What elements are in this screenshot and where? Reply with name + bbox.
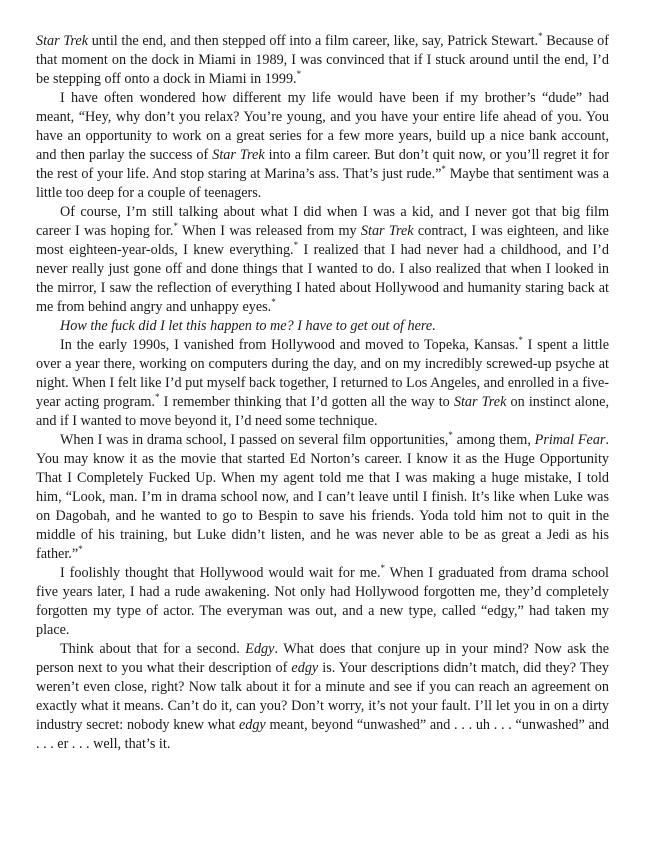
footnote-marker: *: [441, 164, 446, 174]
text-run: meant, beyond “unwashed” and . . . uh . . . “unwashed” and . . . er . . . well, that’s it.: [36, 717, 609, 752]
paragraph: [36, 336, 609, 431]
footnote-marker: *: [518, 335, 523, 345]
italic-text: How the fuck did I let this happen to me? I have to get out of here.: [60, 318, 436, 334]
italic-text: edgy: [291, 660, 319, 676]
text-run: contract, I was eighteen, and like most eighteen-year-olds, I knew everything.: [36, 223, 609, 258]
text-run: When I was in drama school, I passed on several film opportunities,: [60, 432, 449, 448]
footnote-marker: *: [154, 392, 160, 402]
text-run: I foolishly thought that Hollywood would wait for me.: [60, 565, 381, 581]
footnote-marker: *: [293, 240, 299, 250]
book-page-body: [36, 32, 609, 754]
paragraph: [36, 203, 609, 317]
text-run: . What does that conjure up in your mind? Now ask the person next to you what their description of: [36, 641, 609, 676]
text-run: I spent a little over a year there, working on computers during the day, and on my incredibly screwed-up psyche at night. When I felt like I’d put myself back together, I returned to Los Angeles, and enrolled in a five-year acting program.: [36, 337, 609, 410]
text-run: Think about that for a second.: [60, 641, 246, 657]
text-run: When I graduated from drama school five years later, I had a rude awakening. Not only had Hollywood forgotten me, they’d completely forgotten my type of actor. The everyman was out, and a new type, called “edgy,” had taken my place.: [36, 565, 609, 638]
paragraph: [36, 564, 609, 640]
continued-paragraph: [36, 32, 609, 89]
text-run: into a film career. But don’t quit now, or you’ll regret it for the rest of your life. And stop staring at Marina’s ass. That’s just rude.”: [36, 147, 609, 182]
paragraph: [36, 89, 609, 203]
italic-text: Star Trek: [212, 147, 265, 163]
paragraph: [36, 317, 609, 336]
text-run: I have often wondered how different my life would have been if my brother’s “dude” had meant, “Hey, why don’t you relax? You’re young, and you have your entire life ahead of you. You have an opportunity to work on a great series for a few more years, build up a nice bank account, and then parlay the success of: [36, 90, 609, 163]
footnote-marker: *: [448, 430, 453, 440]
text-run: Because of that moment on the dock in Miami in 1989, I was convinced that if I stuck around until the end, I’d be stepping off onto a dock in Miami in 1999.: [36, 33, 609, 87]
text-run: among them,: [452, 432, 535, 448]
text-run: on instinct alone, and if I wanted to move beyond it, I’d need some technique.: [36, 394, 609, 429]
text-run: Of course, I’m still talking about what I did when I was a kid, and I never got that big film career I was hoping for.: [36, 204, 609, 239]
footnote-marker: *: [78, 544, 83, 554]
footnote-marker: *: [296, 69, 302, 79]
text-run: is. Your descriptions didn’t match, did they? They weren’t even close, right? Now talk about it for a minute and see if you can reach an agreement on exactly what it means. Can’t do it, can you? Don’t worry, it’s not your fault. I’ll let you in on a dirty industry secret: nobody knew what: [36, 660, 609, 733]
text-run: Maybe that sentiment was a little too deep for a couple of teenagers.: [36, 166, 609, 201]
text-run: I realized that I had never had a childhood, and I’d never really just gone off and done things that I wanted to do. I also realized that when I looked in the mirror, I saw the reflection of everything I hated about Hollywood and humanity staring back at me from behind angry and unhappy eyes.: [36, 242, 609, 315]
italic-text: Star Trek: [360, 223, 414, 239]
text-run: I remember thinking that I’d gotten all the way to: [159, 394, 454, 410]
text-run: In the early 1990s, I vanished from Hollywood and moved to Topeka, Kansas.: [60, 337, 519, 353]
italic-text: edgy: [238, 717, 266, 733]
italic-text: Star Trek: [453, 394, 507, 410]
footnote-marker: *: [173, 221, 178, 231]
footnote-marker: *: [271, 297, 276, 307]
paragraph: [36, 431, 609, 564]
italic-text: Edgy: [245, 641, 275, 657]
footnote-marker: *: [380, 563, 385, 573]
paragraph: [36, 640, 609, 754]
italic-text: Star Trek: [36, 33, 89, 49]
text-run: When I was released from my: [177, 223, 361, 239]
footnote-marker: *: [538, 31, 543, 41]
text-run: until the end, and then stepped off into a film career, like, say, Patrick Stewart.: [88, 33, 539, 49]
italic-text: Primal Fear: [534, 432, 606, 448]
text-run: . You may know it as the movie that started Ed Norton’s career. I know it as the Huge Opportunity That I Completely Fucked Up. When my agent told me that I was making a huge mistake, I told him, “Look, man. I’m in drama school now, and I can’t leave until I finish. It’s like when Luke was on Dagobah, and he wanted to go to Bespin to save his friends. Yoda told him not to quit in the middle of his training, but Luke didn’t listen, and he was never able to be as great a Jedi as his father.”: [36, 432, 609, 562]
